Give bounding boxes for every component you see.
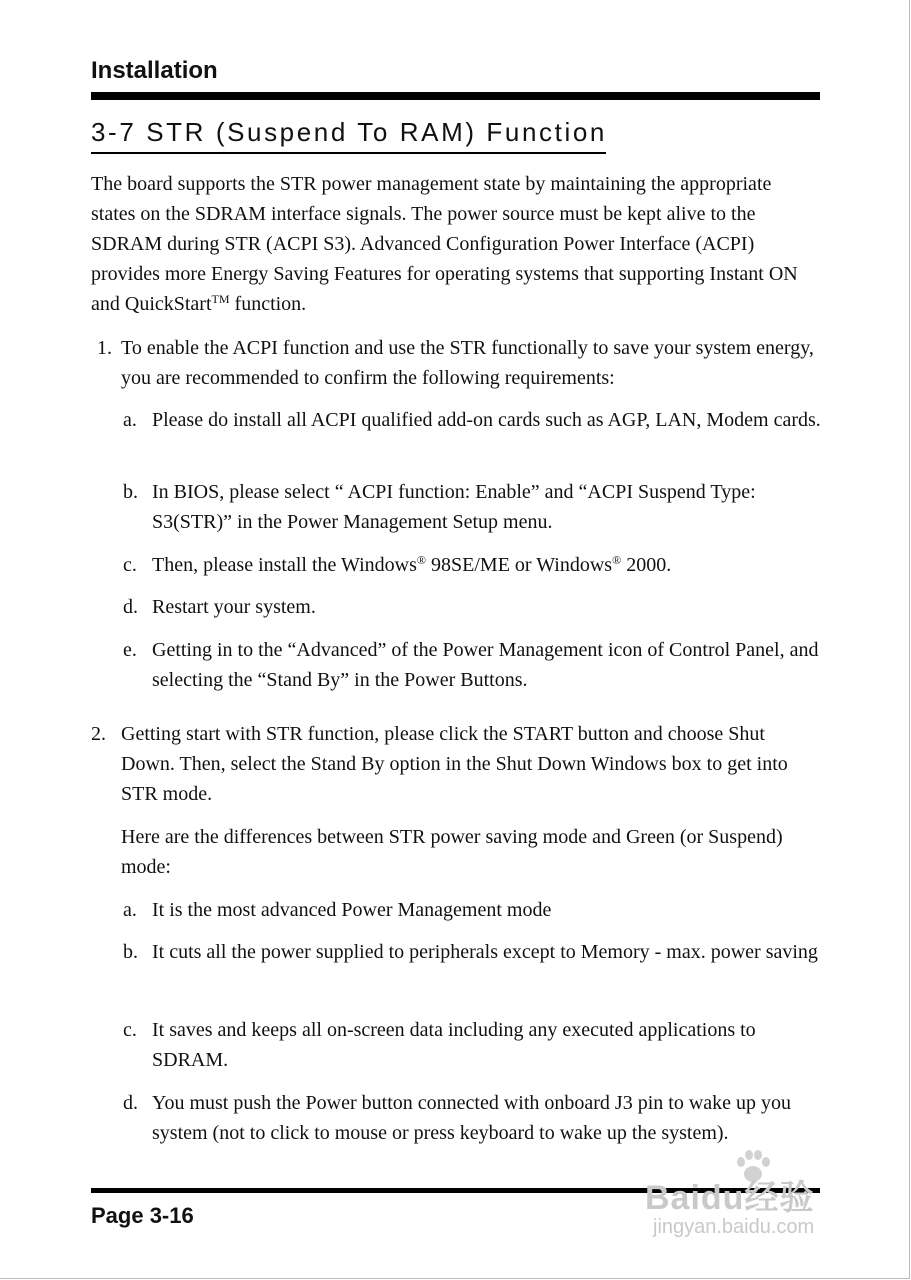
intro-text: The board supports the STR power management state by maintaining the appropriate states on the SDRAM interface signals. The power source must be kept alive to the SDRAM during STR (ACPI S3). Advanced Configuration Power Interface (ACPI) provides more Energy Saving Features for operating systems that supporting Instant ON and QuickStart xyxy=(91,173,798,315)
item2-sub-c-letter: c. xyxy=(123,1019,137,1041)
watermark-brand: Baidu经验 xyxy=(645,1179,815,1217)
header-title: Installation xyxy=(91,57,218,84)
section-title: 3-7 STR (Suspend To RAM) Function xyxy=(91,117,606,154)
item1-sub-c-text xyxy=(152,550,822,580)
item1-sub-d-text: Restart your system. xyxy=(152,596,316,618)
registered-mark: ® xyxy=(416,553,427,567)
item1-sub-b-letter: b. xyxy=(123,481,138,503)
item1-text: To enable the ACPI function and use the STR functionally to save your system energy, you are recommended to confirm the following requirements: xyxy=(121,337,814,389)
registered-mark: ® xyxy=(612,553,622,567)
item1-sub-c-letter: c. xyxy=(123,554,137,576)
item2-text: Getting start with STR function, please click the START button and choose Shut Down. Then, select the Stand By option in the Shut Down Windows box to get into STR mode. xyxy=(121,723,788,805)
item1-sub-c-part3: 2000. xyxy=(621,554,672,576)
item2-sub-c-text: It saves and keeps all on-screen data including any executed applications to SDRAM. xyxy=(152,1019,756,1071)
page-number: Page 3-16 xyxy=(91,1203,194,1228)
item1-number: 1. xyxy=(97,337,112,359)
item1-sub-b-text: In BIOS, please select “ ACPI function: Enable” and “ACPI Suspend Type: S3(STR)” in the Power Management Setup menu. xyxy=(152,481,756,533)
baidu-watermark xyxy=(645,1150,860,1250)
item2-sub-d-text: You must push the Power button connected with onboard J3 pin to wake up you system (not to click to mouse or press keyboard to wake up the system). xyxy=(152,1092,792,1144)
item2-sub-a-text: It is the most advanced Power Management mode xyxy=(152,899,552,921)
item1-sub-e-letter: e. xyxy=(123,639,137,661)
item2-sub-a-letter: a. xyxy=(123,899,137,921)
header-rule xyxy=(91,92,820,100)
item2-number: 2. xyxy=(91,723,106,745)
item2-differences: Here are the differences between STR power saving mode and Green (or Suspend) mode: xyxy=(121,826,783,878)
trademark-mark: TM xyxy=(211,292,230,306)
item2-sub-b-letter: b. xyxy=(123,941,138,963)
item1-sub-d-letter: d. xyxy=(123,596,138,618)
item2-sub-d-letter: d. xyxy=(123,1092,138,1114)
intro-paragraph xyxy=(91,169,815,319)
item1-sub-e-text: Getting in to the “Advanced” of the Power Management icon of Control Panel, and selecting the “Stand By” in the Power Buttons. xyxy=(152,639,819,691)
item1-sub-c-part1: Then, please install the Windows xyxy=(152,554,417,576)
item1-sub-a-letter: a. xyxy=(123,409,137,431)
watermark-url: jingyan.baidu.com xyxy=(653,1216,815,1238)
intro-tail: function. xyxy=(229,293,307,315)
item2-sub-b-text: It cuts all the power supplied to peripherals except to Memory - max. power saving xyxy=(152,941,818,963)
item1-sub-c-part2: 98SE/ME or Windows xyxy=(426,554,613,576)
item1-sub-a-text: Please do install all ACPI qualified add-on cards such as AGP, LAN, Modem cards. xyxy=(152,409,821,431)
